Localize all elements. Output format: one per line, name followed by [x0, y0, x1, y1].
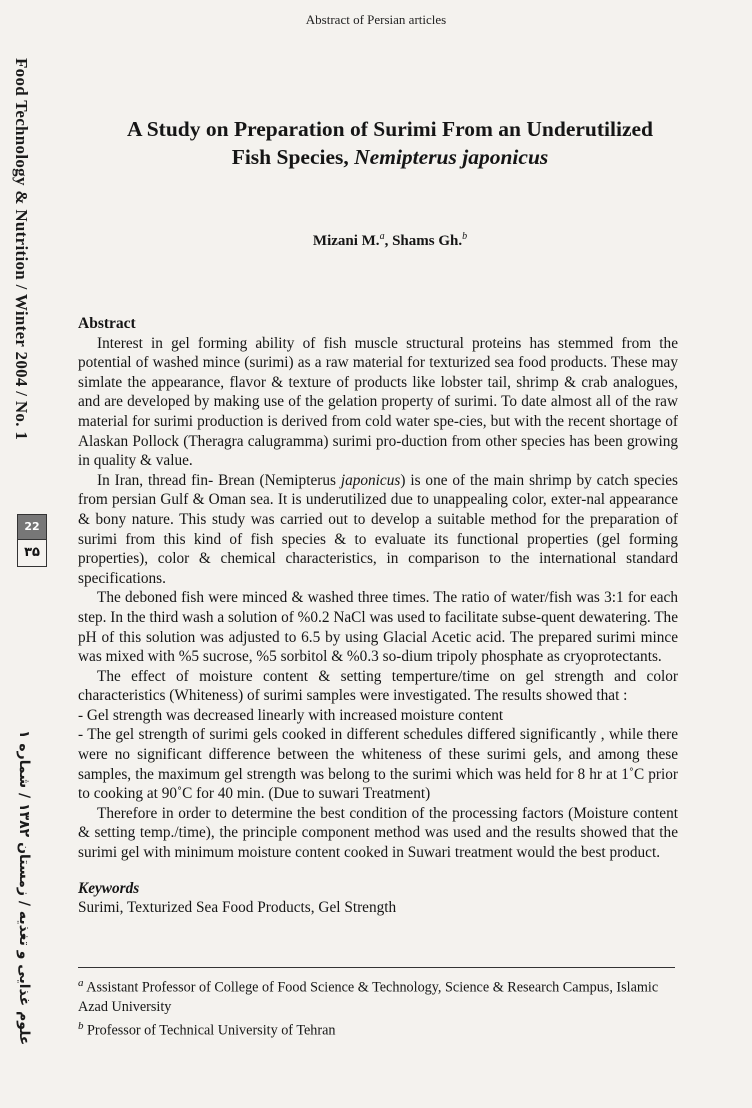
footnote-a	[78, 974, 678, 1017]
article-title	[90, 115, 690, 171]
abstract-paragraph-4: The effect of moisture content & setting temperture/time on gel strength and color characteristics (Whiteness) of surimi samples were investigated. The results showed that :	[78, 667, 678, 705]
paragraph-2-start: In Iran, thread fin- Brean (Nemipterus	[97, 471, 341, 489]
abstract-paragraph-3: The deboned fish were minced & washed three times. The ratio of water/fish was 3:1 for each step. In the third wash a solution of %0.2 NaCl was used to facilitate subse-quent dewatering. The pH of this solution was adjusted to 6.5 by using Glacial Acetic acid. The prepared surimi mince was mixed with %5 sucrose, %5 sorbitol & %0.3 so-dium tripoly phosphate as cryoprotectants.	[78, 589, 678, 666]
author-1-affiliation-mark: a	[379, 231, 385, 242]
abstract-paragraph-1: Interest in gel forming ability of fish muscle structural proteins has stemmed from the potential of washed mince (surimi) as a raw material for texturized sea food products. These may simlate the appearance, flavor & texture of products like lobster tail, shrimp & crab analogues, and are developed by making use of the gelation property of surimi. To date almost all of the raw material for surimi production is derived from cold water spe-cies, but with the recent shortage of Alaskan Pollock (Theragra calugramma) surimi pro-duction from other species has been growing in quality & value.	[78, 334, 678, 470]
result-item-2: - The gel strength of surimi gels cooked in different schedules differed significantly , while there were no significant difference between the whiteness of these surimi gels, and among these samples, the maximum gel strength was belong to the surimi which was held for 8 hr at 1˚C prior to cooking at 90˚C for 40 min. (Due to suwari Treatment)	[78, 726, 678, 803]
title-line-2: Fish Species,	[231, 145, 355, 169]
page-number-box	[17, 514, 47, 567]
footnote-b	[78, 1017, 678, 1041]
footnote-a-mark: a	[78, 977, 84, 989]
author-1: Mizani M.	[312, 233, 380, 249]
journal-side-title: Food Technology & Nutrition / Winter 2004 / No. 1	[12, 58, 31, 441]
paragraph-2-species: japonicus	[340, 471, 401, 489]
page-number-english: 22	[18, 515, 46, 540]
abstract-heading: Abstract	[78, 315, 136, 332]
title-line-1: A Study on Preparation of Surimi From an Underutilized	[127, 117, 653, 141]
paragraph-2-rest: ) is one of the main shrimp by catch species from persian Gulf & Oman sea. It is underutilized due to unappealing color, exter-nal appearance & bony nature. This study was carried out to develop a suitable method for the preparation of surimi from this kind of fish species & to evaluate its functional properties (gel forming properties), color & chemical characteristics, in comparison to the international standard specifications.	[78, 471, 678, 587]
author-line	[90, 231, 690, 250]
running-header: Abstract of Persian articles	[305, 12, 447, 27]
footnotes	[78, 974, 678, 1040]
footnote-b-text: Professor of Technical University of Tehran	[83, 1022, 336, 1039]
abstract-body	[78, 314, 678, 918]
journal-side-title-persian: علوم غذایی و تغذیه / زمستان ۱۳۸۲ / شماره ۱	[16, 730, 32, 1046]
footnote-a-text: Assistant Professor of College of Food Science & Technology, Science & Research Campus, Islamic Azad University	[78, 979, 659, 1015]
footnote-b-mark: b	[78, 1019, 84, 1032]
author-separator: ,	[384, 233, 393, 249]
title-species: Nemipterus japonicus	[354, 145, 549, 169]
author-2: Shams Gh.	[392, 233, 463, 249]
keywords-heading: Keywords	[78, 879, 140, 897]
keywords-list: Surimi, Texturized Sea Food Products, Gel Strength	[78, 899, 397, 917]
abstract-paragraph-conclusion: Therefore in order to determine the best condition of the processing factors (Moisture content & setting temp./time), the principle component method was used and the results showed that the surimi gel with minimum moisture content cooked in Suwari treatment would the best product.	[78, 804, 678, 862]
footnote-divider	[78, 967, 675, 968]
author-2-affiliation-mark: b	[462, 231, 468, 242]
result-item-1: - Gel strength was decreased linearly with increased moisture content	[78, 706, 504, 724]
abstract-paragraph-2	[78, 471, 678, 589]
page-number-persian: ۳۵	[18, 540, 46, 566]
